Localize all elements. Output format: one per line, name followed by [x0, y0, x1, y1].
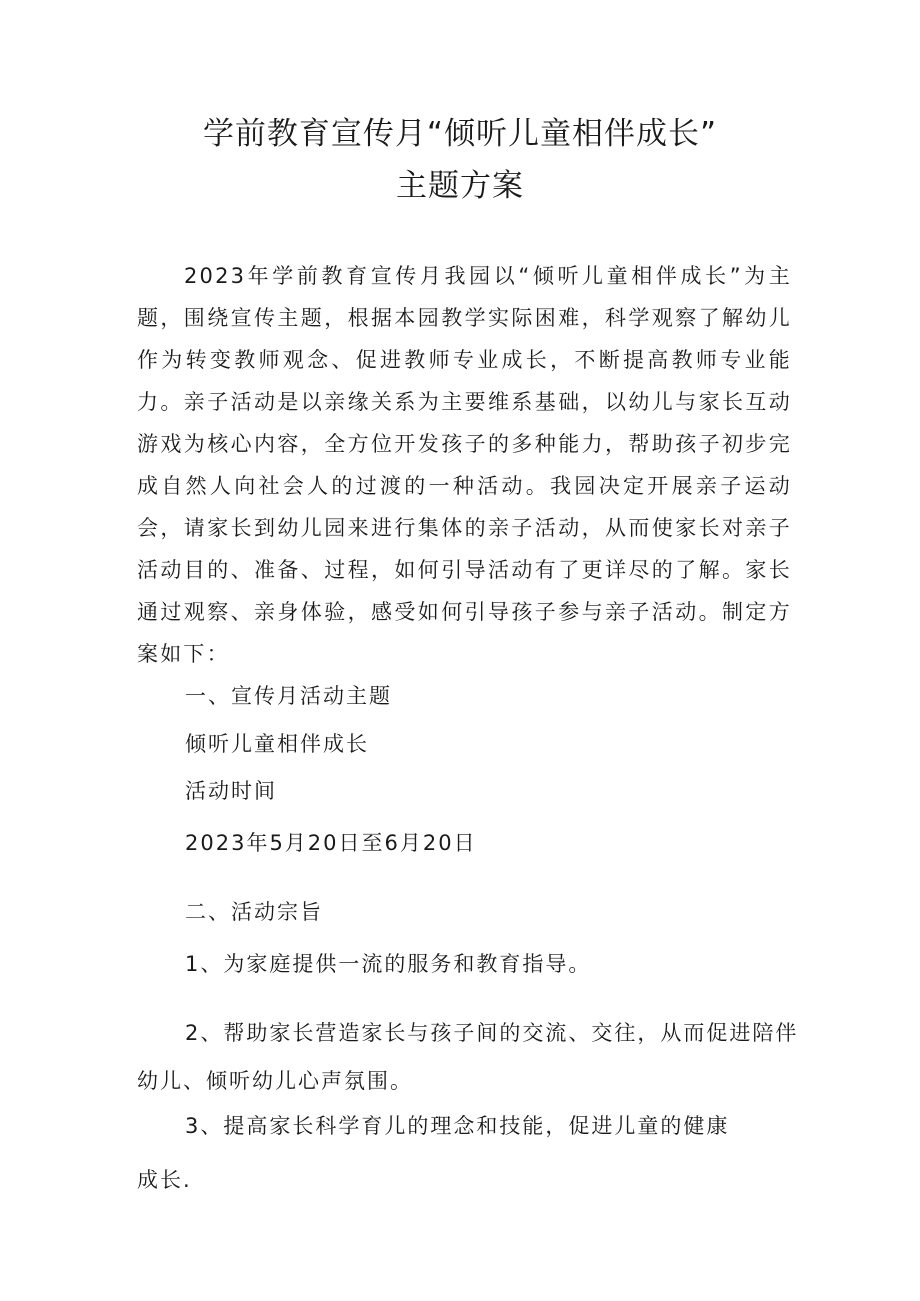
section2-heading: 二、活动宗旨: [185, 900, 323, 924]
document-title-line1: 学前教育宣传月“倾听儿童相伴成长”: [202, 116, 718, 152]
purpose-item-3-line1: 3、提高家长科学育儿的理念和技能，促进儿童的健康: [185, 1114, 730, 1138]
time-label: 活动时间: [185, 779, 277, 803]
section1-heading: 一、宣传月活动主题: [185, 684, 392, 708]
time-value: 2023年5月20日至6月20日: [185, 831, 477, 855]
purpose-item-1: 1、为家庭提供一流的服务和教育指导。: [185, 952, 592, 976]
document-title-line2: 主题方案: [396, 168, 524, 204]
purpose-item-2-line1: 2、帮助家长营造家长与孩子间的交流、交往，从而促进陪伴: [185, 1021, 799, 1045]
purpose-item-3-line2: 成长.: [137, 1168, 192, 1192]
purpose-item-2-line2: 幼儿、倾听幼儿心声氛围。: [137, 1069, 413, 1093]
theme-text: 倾听儿童相伴成长: [185, 732, 369, 756]
intro-paragraph: 2023年学前教育宣传月我园以“倾听儿童相伴成长”为主题，围绕宣传主题，根据本园教学实际困难，科学观察了解幼儿作为转变教师观念、促进教师专业成长，不断提高教师专业能力。亲子活动是以亲缘关系为主要维系基础，以幼儿与家长互动游戏为核心内容，全方位开发孩子的多种能力，帮助孩子初步完成自然人向社会人的过渡的一种活动。我园决定开展亲子运动会，请家长到幼儿园来进行集体的亲子活动，从而使家长对亲子活动目的、准备、过程，如何引导活动有了更详尽的了解。家长通过观察、亲身体验，感受如何引导孩子参与亲子活动。制定方案如下：: [137, 264, 792, 666]
